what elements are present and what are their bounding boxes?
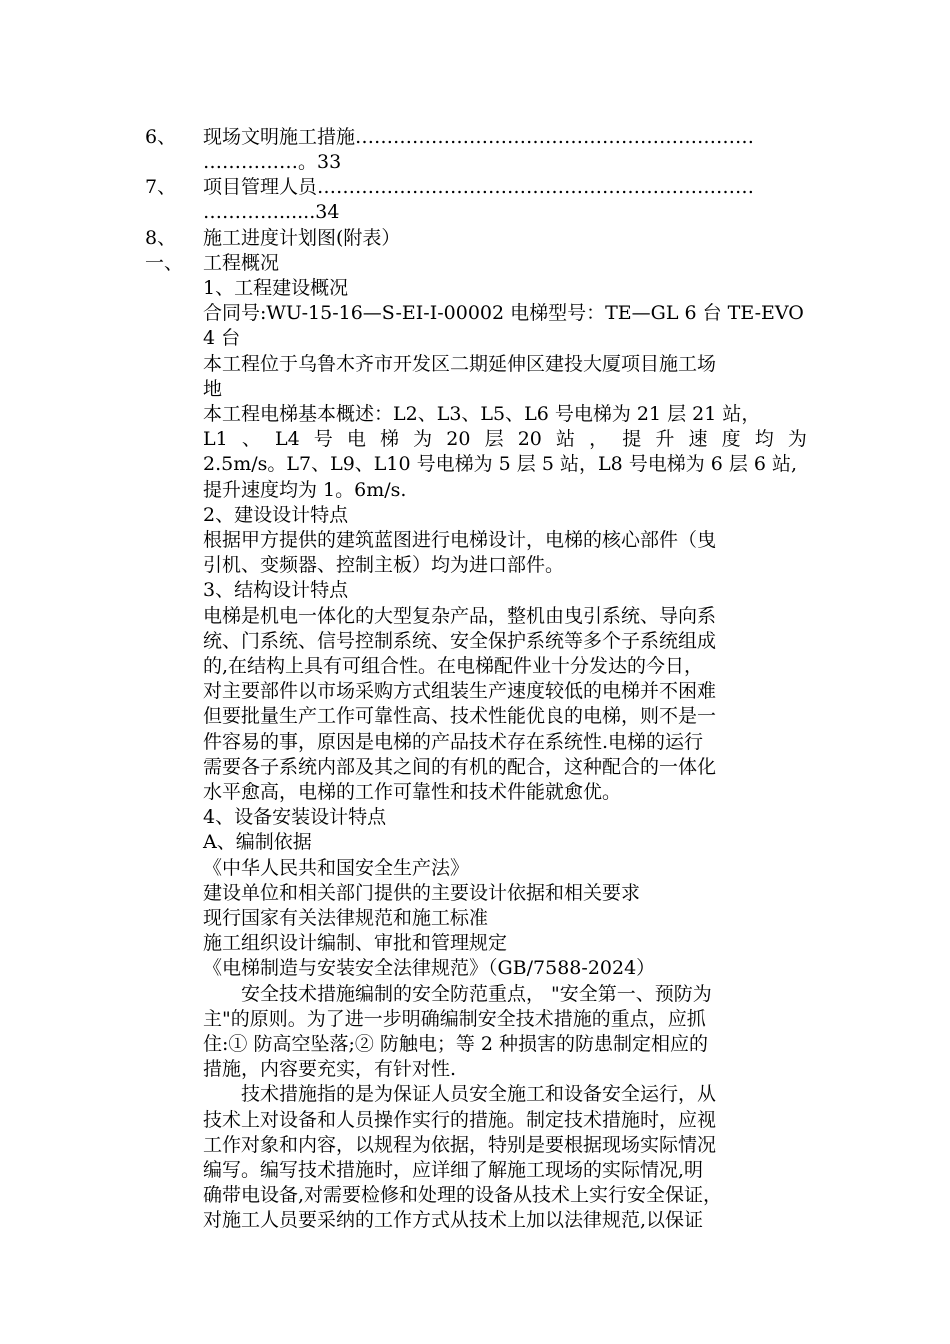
toc-number: 7、 [145,176,177,198]
text-line: 技术措施指的是为保证人员安全施工和设备安全运行，从 [203,1083,717,1105]
toc-title: 施工进度计划图(附表） [203,227,401,249]
toc-number: 6、 [145,126,177,148]
text-line: 件容易的事，原因是电梯的产品技术存在系统性.电梯的运行 [203,731,704,753]
toc-continuation: …………......34 [203,201,340,223]
toc-continuation: ……………。33 [203,151,342,173]
text-line: 但要批量生产工作可靠性高、技术性能优良的电梯，则不是一 [203,705,717,727]
text-line: 水平愈高，电梯的工作可靠性和技术件能就愈优。 [203,781,622,803]
text-line: 措施，内容要充实，有针对性. [203,1058,457,1080]
text-line: 2.5m/s。L7、L9、L10 号电梯为 5 层 5 站，L8 号电梯为 6 层 6 站, [203,453,798,475]
toc-number: 8、 [145,227,177,249]
text-line: 电梯是机电一体化的大型复杂产品，整机由曳引系统、导向系 [203,605,717,627]
text-line: 统、门系统、信号控制系统、安全保护系统等多个子系统组成 [203,630,717,652]
word: 20 [446,428,471,450]
text-line: 引机、变频器、控制主板）均为进口部件。 [203,554,565,576]
text-line: 需要各子系统内部及其之间的有机的配合，这种配合的一体化 [203,756,717,778]
text-line: 住:① 防高空坠落;② 防触电；等 2 种损害的防患制定相应的 [203,1033,709,1055]
text-line: A、编制依据 [203,831,312,853]
section-title: 工程概况 [203,252,280,274]
text-line [203,427,807,451]
text-line: 根据甲方提供的建筑蓝图进行电梯设计，电梯的核心部件（曳 [203,529,717,551]
word: 层 [484,428,504,450]
toc-title: 现场文明施工措施……………………………………………………… [203,126,755,148]
text-line: 工作对象和内容，以规程为依据，特别是要根据现场实际情况 [203,1134,717,1156]
toc-title: 项目管理人员…………………………………………………………… [203,176,755,198]
word: 提 [622,428,642,450]
word: ， [589,428,609,450]
text-line: 4 台 [203,327,241,349]
section-number: 一、 [145,252,184,274]
word: 电 [346,428,366,450]
text-line: 技术上对设备和人员操作实行的措施。制定技术措施时，应视 [203,1109,717,1131]
text-line: 编写。编写技术措施时，应详细了解施工现场的实际情况,明 [203,1159,704,1181]
text-line: 本工程位于乌鲁木齐市开发区二期延伸区建投大厦项目施工场 [203,353,717,375]
word: 度 [721,428,741,450]
word: L4 [274,428,300,450]
text-line: 地 [203,378,223,400]
word: L1 [203,428,228,450]
text-line: 《电梯制造与安装安全法律规范》（GB/7588-2024） [203,957,656,979]
text-line: 建设单位和相关部门提供的主要设计依据和相关要求 [203,882,641,904]
text-line: 的,在结构上具有可组合性。在电梯配件业十分发达的今日， [203,655,704,677]
word: 站 [556,428,576,450]
text-line: 4、设备安装设计特点 [203,806,387,828]
text-line: 本工程电梯基本概述：L2、L3、L5、L6 号电梯为 21 层 21 站， [203,403,761,425]
word: 、 [241,428,261,450]
word: 速 [688,428,708,450]
word: 均 [754,428,774,450]
text-line: 主"的原则。为了进一步明确编制安全技术措施的重点，应抓 [203,1008,706,1030]
text-line: 《中华人民共和国安全生产法》 [203,857,470,879]
text-line: 施工组织设计编制、审批和管理规定 [203,932,508,954]
word: 梯 [380,428,400,450]
text-line: 确带电设备,对需要检修和处理的设备从技术上实行安全保证， [203,1184,723,1206]
word: 升 [655,428,675,450]
text-line: 现行国家有关法律规范和施工标准 [203,907,489,929]
text-line: 对施工人员要采纳的工作方式从技术上加以法律规范,以保证 [203,1209,704,1231]
text-line: 2、建设设计特点 [203,504,349,526]
word: 号 [313,428,333,450]
word: 20 [517,428,542,450]
text-line: 1、工程建设概况 [203,277,349,299]
text-line: 提升速度均为 1。6m/s. [203,479,407,501]
word: 为 [787,428,807,450]
word: 为 [413,428,433,450]
text-line: 安全技术措施编制的安全防范重点， "安全第一、预防为 [203,983,712,1005]
text-line: 对主要部件以市场采购方式组装生产速度较低的电梯并不困难 [203,680,717,702]
text-line: 3、结构设计特点 [203,579,349,601]
text-line: 合同号:WU-15-16—S-EI-I-00002 电梯型号：TE—GL 6 台 TE-EVO [203,302,804,324]
